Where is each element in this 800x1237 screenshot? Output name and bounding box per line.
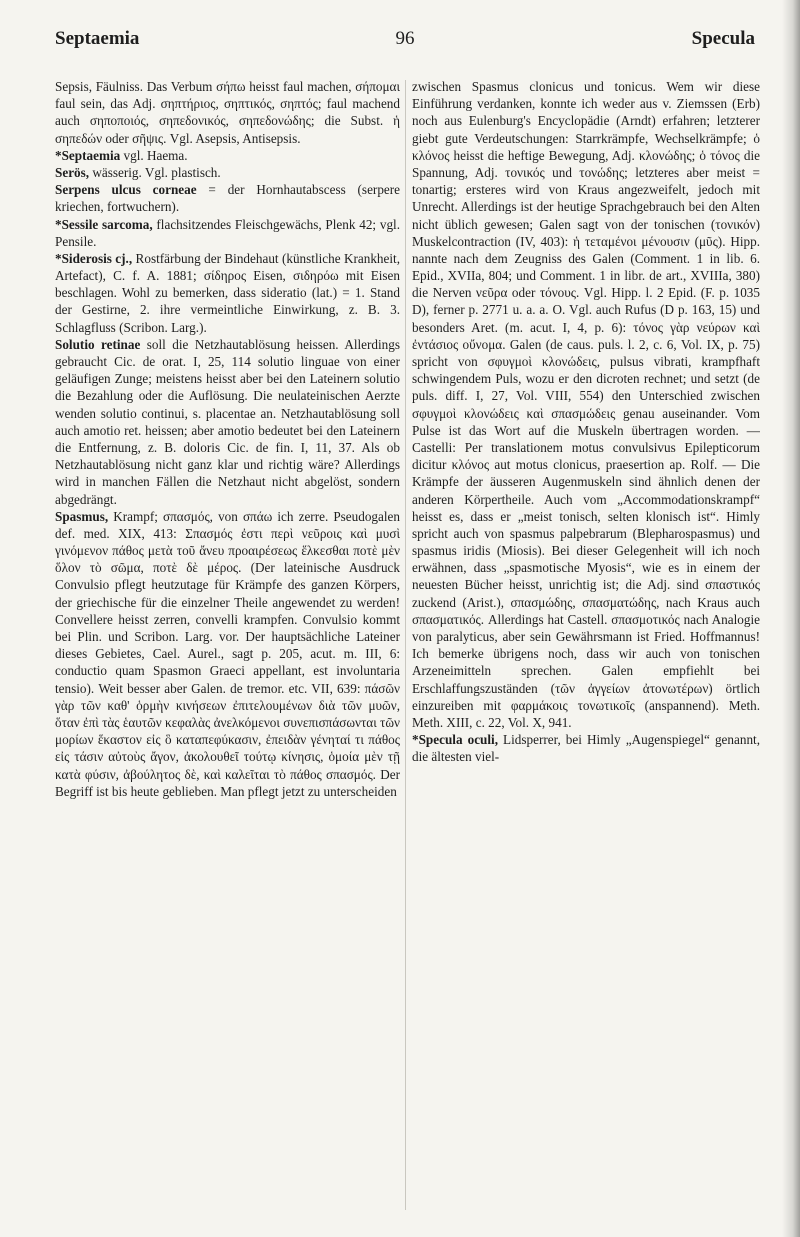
entry xyxy=(55,216,400,250)
entry-text: = der Hornhautabscess (serpere kriechen, fortwuchern). xyxy=(55,182,400,215)
entry xyxy=(412,731,760,765)
page-header xyxy=(55,28,755,54)
entry-term: *Siderosis cj., xyxy=(55,250,133,266)
entry-term: *Specula oculi, xyxy=(412,732,499,748)
page-edge-shadow xyxy=(782,0,800,1237)
left-column xyxy=(55,78,400,1218)
header-right-keyword: Specula xyxy=(691,28,755,49)
entry xyxy=(55,147,400,164)
entry xyxy=(55,181,400,215)
page-number: 96 xyxy=(395,28,415,49)
entry-term: Solutio retinae xyxy=(55,336,141,352)
right-column xyxy=(412,78,760,1218)
entry xyxy=(55,336,400,508)
entry xyxy=(412,78,760,731)
entry-text: Lidsperrer, bei Himly „Augenspiegel“ genannt, die ältesten viel- xyxy=(412,732,760,765)
header-left-keyword: Septaemia xyxy=(55,28,140,49)
entry-text: soll die Netzhautablösung heissen. Allerdings gebraucht Cic. de orat. I, 25, 114 solutio linguae von einer geläufigen Zunge; meistens heisst aber bei den Lateinern solutio die Bezahlung oder die Auflösung. Die neulateinischen Aerzte wenden solutio continui, s. placentae an. Netzhautablösung soll auch amotio ret. heissen; aber amotio bedeutet bei den Lateinern die Entfernung, z. B. doloris Cic. de fin. I, 11, 37. Als ob Netzhautablösung nicht ganz klar und richtig wäre? Allerdings wird in manchen Fällen die Netzhaut nicht abgelöst, sondern abgedrängt. xyxy=(55,336,400,507)
entry-term: Serös, xyxy=(55,164,90,180)
entry-text: Rostfärbung der Bindehaut (künstliche Krankheit, Artefact), C. f. A. 1881; σίδηρος Eisen, σιδηρόω mit Eisen beschlagen. Wohl zu bemerken, dass sideratio (lat.) = 1. Stand der Gestirne, 2. ihre vermeintliche Einwirkung, z. B. 3. Schlagfluss (Scribon. Larg.). xyxy=(55,250,400,335)
entry-text: Krampf; σπασμός, von σπάω ich zerre. Pseudogalen def. med. XIX, 413: Σπασμός ἐστι περὶ νεῦροις καὶ μυσὶ γινόμενον πάθος μετὰ τοῦ ἄνευ προαιρέσεως ἕλκεσθαι ποτὲ μὲν ὅλον τὸ σῶμα, ποτὲ δὲ μέρος. (Der lateinische Ausdruck Convulsio pflegt heutzutage für Krämpfe des ganzen Körpers, der griechische für die einzelner Theile angewendet zu werden! Convellere heisst zerren, convelli krampfen. Convulsio kommt bei Plin. und Scribon. Larg. vor. Der hauptsächliche Lateiner dieses Gebietes, Cael. Aurel., sagt p. 205, acut. m. III, 6: conductio quam Spasmon Graeci appellant, est involuntaria tensio). Weit besser aber Galen. de tremor. etc. VII, 639: πάσῶν γὰρ τῶν καθ' ὁρμὴν κινήσεων ἐπιτελουμένων διὰ τῶν μυῶν, ὅταν ἐπὶ τὰς ἑαυτῶν κεφαλὰς ἀνελκόμενοι συνεπισπάσωνται τῶν μορίων ἕκαστον εἰς ὃ καταπεφύκασιν, ἐπειδὰν γένηταί τι πάθος εἰς τάσιν αὐτοὺς ἄγον, ἀκολουθεῖ τούτῳ κίνησις, ὁμοία μὲν τῇ κατὰ φύσιν, ἀβούλητος δὲ, καὶ καλεῖται τὸ πάθος σπασμός. Der Begriff ist bis heute geblieben. Man pflegt jetzt zu unterscheiden xyxy=(55,508,400,799)
entry-term: *Sessile sarcoma, xyxy=(55,216,153,232)
entry-text: flachsitzendes Fleischgewächs, Plenk 42; vgl. Pensile. xyxy=(55,216,400,249)
entry-text: wässerig. Vgl. plastisch. xyxy=(89,164,221,180)
entry xyxy=(55,250,400,336)
entry xyxy=(55,78,400,147)
entry-text: Sepsis, Fäulniss. Das Verbum σήπω heisst faul machen, σήπομαι faul sein, das Adj. σηπτήριος, σηπτικός, σηπτός; faul machend auch σηποποιός, σηπεδονικός, σηπεδονώδης; die Subst. ἡ σηπεδών oder σῆψις. Vgl. Asepsis, Antisepsis. xyxy=(55,79,400,146)
entry-text: vgl. Haema. xyxy=(120,147,188,163)
entry xyxy=(55,508,400,800)
entry xyxy=(55,164,400,181)
entry-term: Spasmus, xyxy=(55,508,109,524)
entry-term: Serpens ulcus corneae xyxy=(55,182,197,198)
entry-text: zwischen Spasmus clonicus und tonicus. Wem wir diese Einführung verdanken, konnte ich weder aus v. Ziemssen (Erb) noch aus Eulenburg's Encyclopädie (Arndt) erfahren; letzterer giebt gute Verdeutschungen: Starrkrämpfe, Wechselkrämpfe; ὁ κλόνος heisst die heftige Bewegung, Adj. κλονώδης; ὁ τόνος die Spannung, Adj. τονικός und τονώδης; letzteres aber meist = tonartig; ersteres wird von Kraus angezweifelt, jedoch mit Unrecht. Allerdings ist der heutige Sprachgebrauch bei den Alten nicht üblich gewesen; Galen sagt von der tonischen (τονικόν) Muskelcontraction (IV, 403): ἡ τεταμένοι μένουσιν (μῦς). Hipp. nannte nach dem Zeugniss des Galen (Comment. 1 in lib. 6. Epid., XVIIa, 804; und Comment. 1 in libr. de art., XVIIIa, 380) die Nerven νεῦρα oder τόνους. Vgl. Hipp. l. 2 Epid. (F. p. 1035 D), ferner p. 2771 u. a. a. O. Vgl. auch Rufus (D p. 163, 15) und besonders Aret. (m. acut. I, 4, p. 6): τόνος γὰρ νεύρων καὶ ἐντάσιος οὔνομα. Galen (de caus. puls. l. 2, c. 6, Vol. IX, p. 75) spricht von σφυγμοὶ κλονώδεις, pulsus vibrati, krampfhaft schwingendem Puls, wozu er den dicroten rechnet; und setzt (de puls. diff. I, 27, Vol. VIII, 554) den Unterschied zwischen σφυγμοὶ κλονώδεις καὶ σπασμώδεις genau auseinander. Vom Pulse ist das Wort auf die Muskeln übertragen worden. — Castelli: Per translationem motus convulsivus Epilepticorum dicitur κλόνος aut motus clonicus, praesertion ap. Rolf. — Die Krämpfe der äusseren Augenmuskeln sind ähnlich denen der anderen Körpertheile. Auch vom „Accommodationskrampf“ heisst es, dass er „meist tonisch, selten klonisch ist“. Himly spricht auch von spasmus palpebrarum (Blepharospasmus) und spasmus iridis (Miosis). Bei dieser Gelegenheit will ich noch erwähnen, dass „spasmotische Myosis“, wie es in einem der neuesten Bücher heisst, unrichtig ist; die Adj. sind σπαστικός zuckend (Arist.), σπασμώδης, σπασματώδης, nach Kraus auch σπασματικός. Allerdings hat Castell. σπασμοτικός nach Analogie von paralyticus, aber sein Gewährsmann ist Fried. Hoffmannus! Ich bemerke übrigens noch, dass wir auch von tonischen Arzeneimitteln sprechen. Galen empfiehlt bei Erschlaffungszuständen (τῶν ἀγγείων ἀτονωτέρων) örtlich einzureiben mit φαρμάκοις τονωτικοῖς (anspannend). Meth. Meth. XIII, c. 22, Vol. X, 941. xyxy=(412,79,760,730)
entry-term: *Septaemia xyxy=(55,147,121,163)
column-divider xyxy=(405,80,406,1210)
